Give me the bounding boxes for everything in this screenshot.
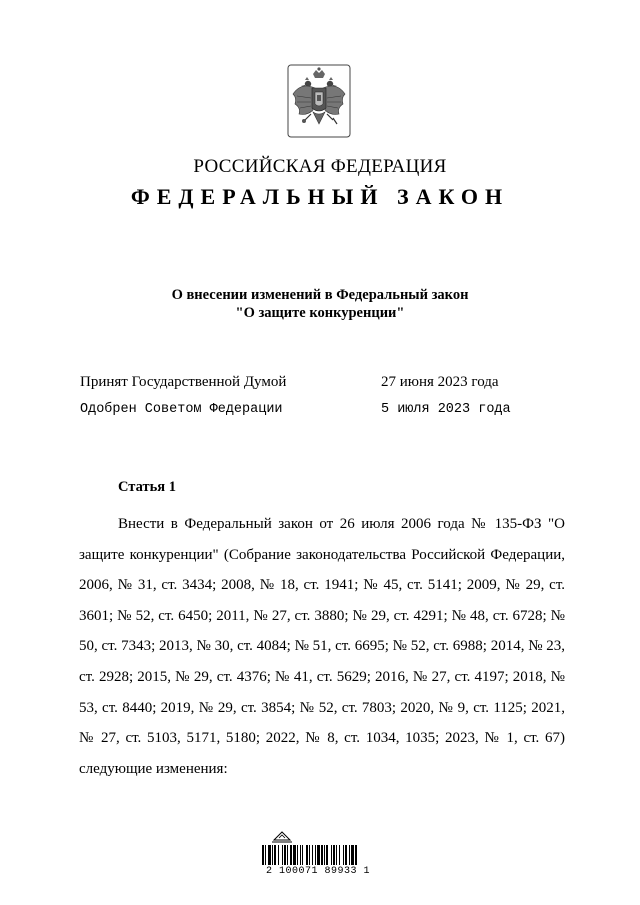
barcode-number: 2 100071 89933 1 (265, 866, 370, 877)
article-heading: Статья 1 (118, 479, 176, 495)
barcode-icon (262, 845, 374, 865)
coat-of-arms-icon (287, 64, 351, 138)
council-approval-label: Одобрен Советом Федерации (80, 402, 283, 417)
document-type-title: ФЕДЕРАЛЬНЫЙ ЗАКОН (130, 184, 510, 209)
council-approval-date: 5 июля 2023 года (381, 402, 511, 417)
duma-adoption-date: 27 июня 2023 года (381, 374, 499, 390)
law-subject (0, 286, 640, 322)
publisher-logo-icon (270, 830, 294, 844)
law-subject-line-1: О внесении изменений в Федеральный закон (171, 287, 469, 303)
country-name: РОССИЙСКАЯ ФЕДЕРАЦИЯ (193, 156, 447, 177)
duma-adoption-label: Принят Государственной Думой (80, 374, 287, 390)
article-body-text: Внести в Федеральный закон от 26 июля 2006 года № 135-ФЗ "О защите конкуренции" (Собрание законодательства Российской Федерации, 2006, № 31, ст. 3434; 2008, № 18, ст. 1941; № 45, ст. 5141; 2009, № 29, ст. 3601; № 52, ст. 6450; 2011, № 27, ст. 3880; № 29, ст. 4291; № 48, ст. 6728; № 50, ст. 7343; 2013, № 30, ст. 4084; № 51, ст. 6695; № 52, ст. 6988; 2014, № 23, ст. 2928; 2015, № 29, ст. 4376; № 41, ст. 5629; 2016, № 27, ст. 4197; 2018, № 53, ст. 8440; 2019, № 29, ст. 3854; № 52, ст. 7803; 2020, № 9, ст. 1125; 2021, № 27, ст. 5103, 5171, 5180; 2022, № 8, ст. 1034, 1035; 2023, № 1, ст. 67) следующие изменения: (79, 516, 566, 777)
law-subject-line-2: "О защите конкуренции" (235, 305, 405, 321)
